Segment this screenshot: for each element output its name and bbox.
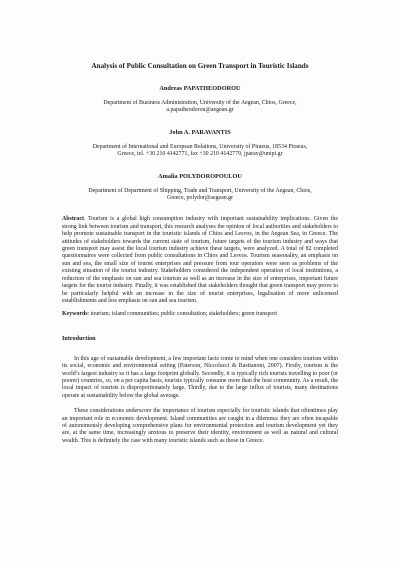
keywords-label: Keywords: [62, 311, 88, 318]
intro-paragraph-1: In this age of sustainable development, a few important facts come to mind when one considers tourism within its social, economic and environmental setting (Paterson, Niccolucci & Bastianoni, 2007). Firstly, tourism is the world’s largest industry so it has a large footprint globally. Secondly, it is typically rich tourists travelling to poor (or poorer) countries, so, on a per capita basis, tourists typically consume more than the host community. As a result, the local impact of tourists is disproportionately large. Thirdly, due to the large influx of tourists, many destinations operate at sustainability below the global average.: [62, 355, 338, 399]
author-name-1: Andreas PAPATHEODOROU: [159, 85, 241, 92]
affiliation-contact: Greece, tel. +30 210 4142771, fax +30 210 4142779, jparav@unipi.gr: [117, 151, 283, 158]
affiliation-email: Greece, polydor@aegean.gr: [166, 195, 234, 202]
abstract: [62, 216, 338, 305]
affiliation-line: Department of Department of Shipping, Trade and Transport, University of the Aegean, Chios,: [88, 187, 312, 194]
author-affiliation-3: [62, 188, 338, 203]
abstract-text: . Tourism is a global high consumption industry with important sustainability implications. Given the strong link between tourism and transport, this research analyses the opinion of local authorities and stakeholders to help promote sustainable transport in the touristic islands of Chios and Lesvos, in the Aegean Sea, in Greece. The attitudes of stakeholders towards the current state of tourism, future targets of the tourism industry and ways that green transport may assist the local tourism industry achieve these targets, were analyzed. A total of 82 completed questionnaires were collected from public consultations in Chios and Lesvos. Tourism seasonality, an emphasis on sun and sea, the small size of tourist enterprises and pressure from tour operators were seen as problems of the existing situation of the tourist industry. Stakeholders considered the independent operation of local institutions, a reduction of the emphasis on sun and sea tourism as well as an increase in the size of enterprises, important future targets for the tourist industry. Finally, it was established that stakeholders thought that green transport may prove to be particularly helpful with an increase in the size of tourist enterprises, legalisation of more unlicensed establishments and less emphasis on sun and sea tourism.: [62, 216, 338, 304]
author-affiliation-1: [62, 100, 338, 115]
affiliation-line: Department of Business Administration, University of the Aegean, Chios, Greece,: [103, 100, 297, 106]
paper-title: Analysis of Public Consultation on Green Transport in Touristic Islands: [91, 62, 309, 70]
affiliation-line: Department of International and European Relations, University of Piraeus, 18534 Piraeus,: [92, 143, 308, 150]
affiliation-email: a.papatheodorou@aegean.gr: [166, 107, 234, 114]
intro-paragraph-2: These considerations underscore the importance of tourism especially for touristic islands that oftentimes play an important role in economic development. Island communities are caught in a dilemma: they are often incapable of autonomously developing comprehensive plans for environmental protection and tourism development yet they are, at the same time, increasingly anxious to preserve their identity, environment as well as natural and cultural wealth. This is definitely the case with many touristic islands such as those in Greece.: [62, 408, 338, 444]
author-name-2: John A. PARAVANTIS: [169, 128, 231, 136]
abstract-label: Abstract: [62, 216, 84, 223]
author-affiliation-2: [62, 144, 338, 159]
keywords-text: : tourism; island communities; public consultation; stakeholders; green transport: [87, 311, 277, 318]
section-heading-introduction: Introduction: [62, 334, 96, 342]
author-name-3: Amalia POLYDOROPOULOU: [158, 172, 242, 180]
keywords: [62, 311, 338, 318]
